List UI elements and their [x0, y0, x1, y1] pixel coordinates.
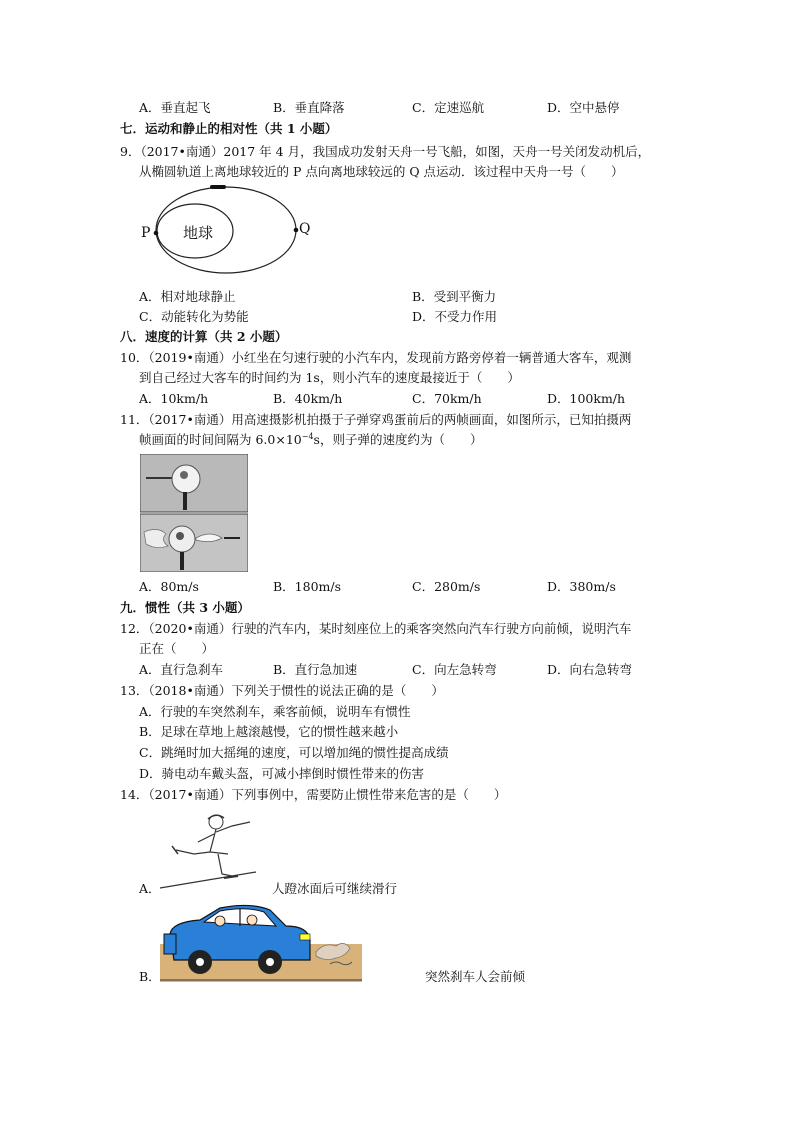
section-heading-7: 七．运动和静止的相对性（共 1 小题）	[120, 121, 338, 136]
q11-option-b: B．180m/s	[273, 579, 342, 594]
q14-option-b-label: B．	[139, 969, 161, 984]
q11-exponent: −4	[301, 431, 314, 441]
q8-option-a: A．垂直起飞	[139, 100, 211, 115]
q9-option-c: C．动能转化为势能	[139, 309, 249, 324]
q10-stem-line1: 10．（2019•南通）小红坐在匀速行驶的小汽车内，发现前方路旁停着一辆普通大客车，观测	[120, 350, 632, 365]
q13-option-b: B．足球在草地上越滚越慢，它的惯性越来越小	[139, 724, 399, 739]
q9-option-b: B．受到平衡力	[412, 289, 497, 304]
q10-option-b: B．40km/h	[273, 391, 343, 406]
orbit-label-p: P	[141, 225, 151, 241]
orbit-ellipse	[156, 187, 296, 273]
q14-option-a-caption: 人蹬冰面后可继续滑行	[272, 881, 398, 896]
point-p-dot	[154, 231, 159, 236]
q11-option-d: D．380m/s	[547, 579, 616, 594]
q14-option-b-caption: 突然刹车人会前倾	[425, 969, 526, 984]
q9-option-d: D．不受力作用	[412, 309, 498, 324]
orbit-label-earth: 地球	[183, 224, 214, 242]
q12-option-b: B．直行急加速	[273, 662, 358, 677]
q12-option-d: D．向右急转弯	[547, 662, 633, 677]
skater-illustration	[158, 812, 258, 892]
section-heading-8: 八．速度的计算（共 2 小题）	[120, 329, 288, 344]
car-illustration	[160, 904, 362, 982]
q12-stem-line1: 12．（2020•南通）行驶的汽车内，某时刻座位上的乘客突然向汽车行驶方向前倾，说明汽车	[120, 621, 632, 636]
q12-option-a: A．直行急刹车	[139, 662, 224, 677]
q11-option-c: C．280m/s	[412, 579, 481, 594]
q10-option-a: A．10km/h	[139, 391, 209, 406]
q8-option-d: D．空中悬停	[547, 100, 620, 115]
q12-stem-line2: 正在（ ）	[139, 641, 215, 656]
egg-before	[172, 465, 200, 493]
q14-stem: 14．（2017•南通）下列事例中，需要防止惯性带来危害的是（ ）	[120, 787, 507, 802]
point-q-dot	[294, 228, 299, 233]
q11-stem-line1: 11．（2017•南通）用高速摄影机拍摄于子弹穿鸡蛋前后的两帧画面，如图所示，已知拍摄两	[120, 412, 632, 427]
q8-option-b: B．垂直降落	[273, 100, 345, 115]
q9-stem-line1: 9．（2017•南通）2017 年 4 月，我国成功发射天舟一号飞船，如图，天舟一号关闭发动机后，	[120, 144, 651, 159]
q12-option-c: C．向左急转弯	[412, 662, 497, 677]
q10-stem-line2: 到自己经过大客车的时间约为 1s，则小汽车的速度最接近于（ ）	[139, 370, 520, 385]
q13-option-d: D．骑电动车戴头盔，可减小摔倒时惯性带来的伤害	[139, 766, 425, 781]
egg-stand-before	[183, 492, 187, 510]
q11-stem-line2-a: 帧画面的时间间隔为 6.0×10	[139, 432, 302, 447]
q8-option-c: C．定速巡航	[412, 100, 485, 115]
q10-option-c: C．70km/h	[412, 391, 482, 406]
q11-option-a: A．80m/s	[139, 579, 199, 594]
q14-option-a-label: A．	[139, 881, 161, 896]
q13-stem: 13．（2018•南通）下列关于惯性的说法正确的是（ ）	[120, 683, 444, 698]
q11-stem-line2	[139, 430, 482, 448]
spacecraft-icon	[210, 185, 226, 189]
q11-stem-line2-b: s，则子弹的速度约为（ ）	[313, 432, 483, 447]
orbit-label-q: Q	[299, 221, 311, 237]
q10-option-d: D．100km/h	[547, 391, 626, 406]
bullet-egg-photos	[140, 454, 248, 572]
q13-option-a: A．行驶的车突然刹车，乘客前倾，说明车有惯性	[139, 704, 411, 719]
q9-stem-line2: 从椭圆轨道上离地球较近的 P 点向离地球较远的 Q 点运动．该过程中天舟一号（ ）	[139, 164, 624, 179]
q9-option-a: A．相对地球静止	[139, 289, 236, 304]
section-heading-9: 九．惯性（共 3 小题）	[120, 600, 250, 615]
q13-option-c: C．跳绳时加大摇绳的速度，可以增加绳的惯性提高成绩	[139, 745, 449, 760]
egg-stand-after	[180, 552, 184, 570]
